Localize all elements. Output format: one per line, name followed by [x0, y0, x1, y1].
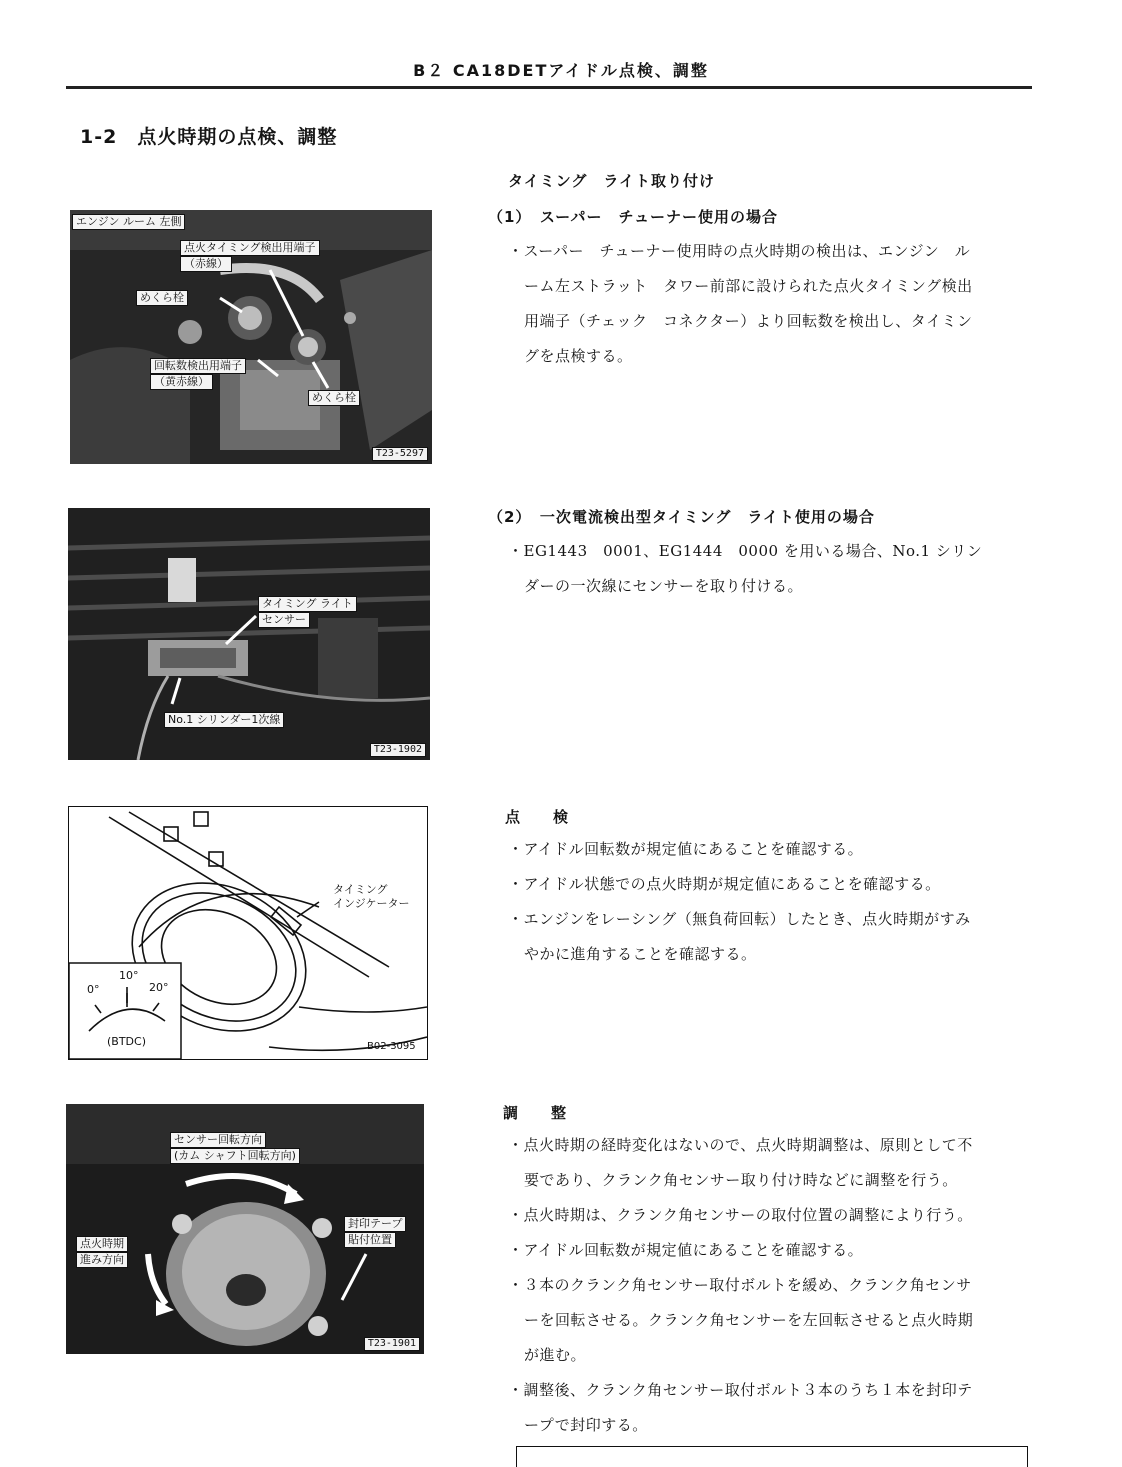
case2-title: （2） 一次電流検出型タイミング ライト使用の場合 [488, 508, 875, 526]
text-line: ・アイドル回転数が規定値にあることを確認する。 [508, 1241, 864, 1259]
text-line: グを点検する。 [524, 347, 633, 365]
label-seal-tape-sub: 貼付位置 [344, 1232, 396, 1248]
label-timing-light-sensor: タイミング ライト [258, 596, 357, 612]
label-sensor-rotation: センサー回転方向 [170, 1132, 266, 1148]
label-blind-plug-1: めくら栓 [136, 290, 188, 306]
text-line: ・調整後、クランク角センサー取付ボルト３本のうち１本を封印テ [508, 1381, 973, 1399]
text-line: ーを回転させる。クランク角センサーを左回転させると点火時期 [524, 1311, 974, 1329]
adjustment-heading: 調 整 [503, 1104, 568, 1122]
header-rule [66, 86, 1032, 89]
inspection-text [508, 832, 1038, 972]
label-btdc: (BTDC) [107, 1035, 146, 1048]
text-line: ープで封印する。 [524, 1416, 648, 1434]
text-line: ・EG1443 0001、EG1444 0000 を用いる場合、No.1 シリン [508, 542, 983, 560]
label-rpm-terminal-sub: （黄赤線） [150, 374, 213, 390]
figure-code: T23-5297 [372, 447, 428, 461]
label-blind-plug-2: めくら栓 [308, 390, 360, 406]
label-timing-light-sensor-sub: センサー [258, 612, 310, 628]
text-line: やかに進角することを確認する。 [524, 945, 757, 963]
scale-10-degrees: 10° [119, 969, 139, 982]
label-timing-indicator: タイミング [333, 883, 388, 896]
text-line: ・点火時期は、クランク角センサーの取付位置の調整により行う。 [508, 1206, 973, 1224]
adjustment-text [508, 1128, 1038, 1443]
figure-timing-indicator-drawing [68, 806, 428, 1060]
label-advance-direction-sub: 進み方向 [76, 1252, 128, 1268]
case1-title: （1） スーパー チューナー使用の場合 [488, 208, 778, 226]
case2-text [508, 534, 1038, 604]
text-line: ・点火時期の経時変化はないので、点火時期調整は、原則として不 [508, 1136, 973, 1154]
label-advance-direction: 点火時期 [76, 1236, 128, 1252]
figure-code: B02-3095 [367, 1041, 416, 1052]
text-line: ダーの一次線にセンサーを取り付ける。 [524, 577, 804, 595]
text-line: ーム左ストラット タワー前部に設けられた点火タイミング検出 [524, 277, 973, 295]
label-engine-room-left: エンジン ルーム 左側 [72, 214, 185, 230]
section-title: 1-2 点火時期の点検、調整 [80, 126, 338, 148]
text-line: ・３本のクランク角センサー取付ボルトを緩め、クランク角センサ [508, 1276, 972, 1294]
label-timing-terminal-sub: （赤線） [180, 256, 232, 272]
text-line: 要であり、クランク角センサー取り付け時などに調整を行う。 [524, 1171, 958, 1189]
label-sensor-rotation-sub: (カム シャフト回転方向) [170, 1148, 300, 1164]
figure-crank-angle-sensor-photo [66, 1104, 424, 1354]
case1-text [508, 234, 1038, 374]
timing-light-heading: タイミング ライト取り付け [508, 172, 715, 190]
inspection-heading: 点 検 [505, 808, 570, 826]
text-line: ・アイドル状態での点火時期が規定値にあることを確認する。 [508, 875, 941, 893]
figure-timing-sensor-photo [68, 508, 430, 760]
figure-engine-room-photo [70, 210, 432, 464]
label-no1-cylinder-primary: No.1 シリンダー1次線 [164, 712, 284, 728]
pulley-drawing [69, 807, 427, 1059]
figure-code: T23-1902 [370, 743, 426, 757]
text-line: ・アイドル回転数が規定値にあることを確認する。 [508, 840, 864, 858]
page-header: B２ CA18DETアイドル点検、調整 [413, 61, 709, 80]
scale-0-degrees: 0° [87, 983, 100, 996]
label-seal-tape: 封印テープ [344, 1216, 406, 1232]
label-rpm-terminal: 回転数検出用端子 [150, 358, 246, 374]
text-line: 用端子（チェック コネクター）より回転数を検出し、タイミン [524, 312, 973, 330]
note-box-top-edge [516, 1446, 1028, 1467]
label-timing-indicator-sub: インジケーター [333, 897, 410, 910]
scale-20-degrees: 20° [149, 981, 169, 994]
text-line: が進む。 [524, 1346, 587, 1364]
label-timing-terminal: 点火タイミング検出用端子 [180, 240, 320, 256]
text-line: ・スーパー チューナー使用時の点火時期の検出は、エンジン ル [508, 242, 971, 260]
figure-code: T23-1901 [364, 1337, 420, 1351]
text-line: ・エンジンをレーシング（無負荷回転）したとき、点火時期がすみ [508, 910, 971, 928]
